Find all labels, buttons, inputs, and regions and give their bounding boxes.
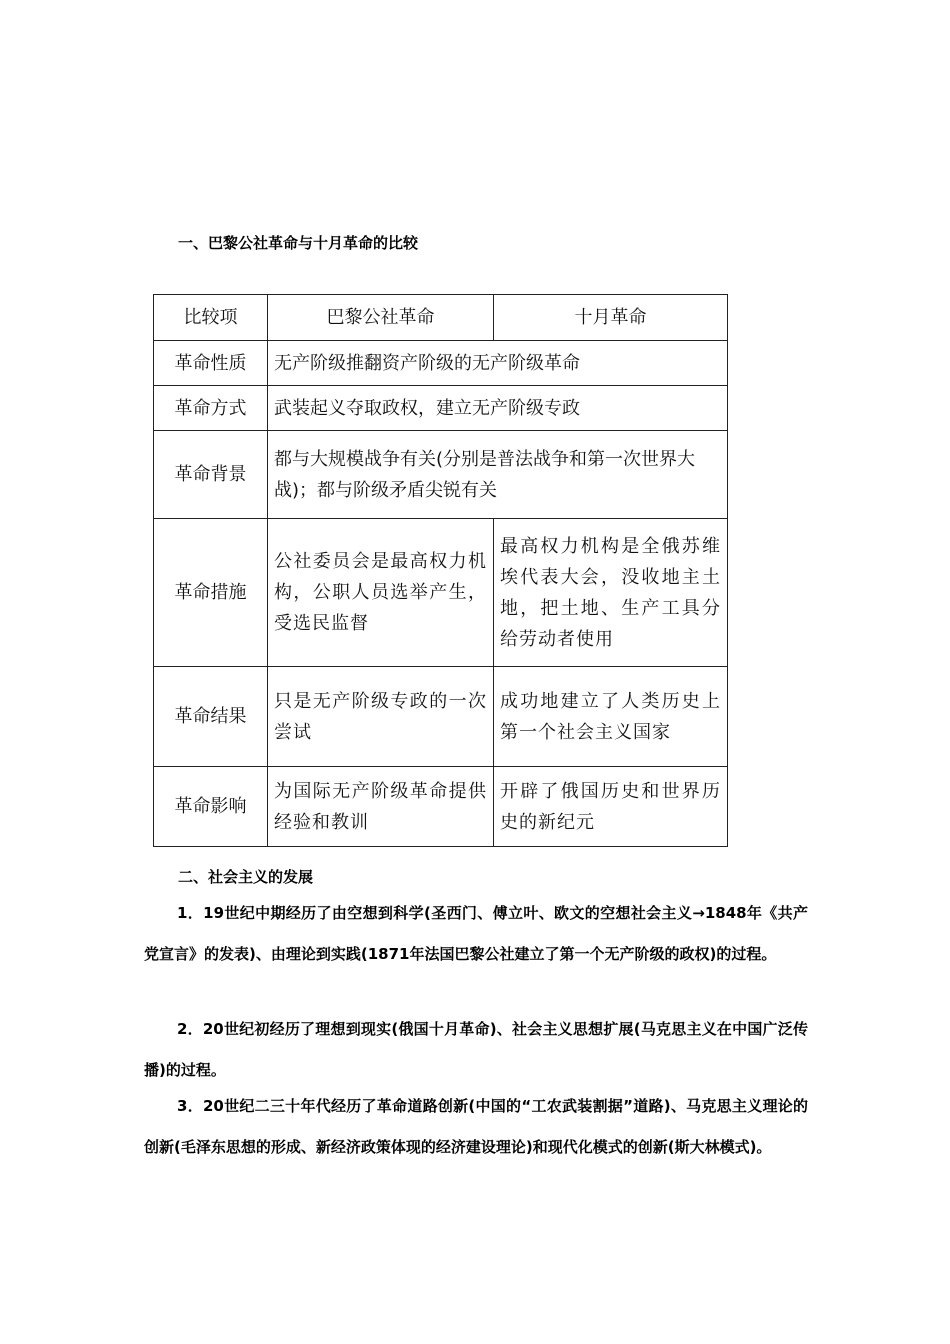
header-cell-paris-commune: 巴黎公社革命 [268, 295, 494, 341]
row-label: 革命性质 [154, 341, 268, 386]
october-revolution-cell: 最高权力机构是全俄苏维埃代表大会，没收地主土地，把土地、生产工具分给劳动者使用 [494, 519, 728, 667]
october-revolution-cell: 成功地建立了人类历史上第一个社会主义国家 [494, 667, 728, 767]
merged-cell: 都与大规模战争有关(分别是普法战争和第一次世界大战)；都与阶级矛盾尖锐有关 [268, 431, 728, 519]
table-row [154, 431, 728, 519]
row-label: 革命背景 [154, 431, 268, 519]
paris-commune-cell: 为国际无产阶级革命提供经验和教训 [268, 767, 494, 847]
table-row [154, 341, 728, 386]
october-revolution-cell: 开辟了俄国历史和世界历史的新纪元 [494, 767, 728, 847]
header-cell-item: 比较项 [154, 295, 268, 341]
row-label: 革命结果 [154, 667, 268, 767]
table-header-row [154, 295, 728, 341]
section-heading-socialism: 二、社会主义的发展 [178, 868, 314, 886]
header-cell-october-revolution: 十月革命 [494, 295, 728, 341]
paris-commune-cell: 只是无产阶级专政的一次尝试 [268, 667, 494, 767]
table-row [154, 519, 728, 667]
table-row [154, 667, 728, 767]
table-row [154, 767, 728, 847]
paris-commune-cell: 公社委员会是最高权力机构，公职人员选举产生，受选民监督 [268, 519, 494, 667]
section-heading-comparison: 一、巴黎公社革命与十月革命的比较 [178, 234, 419, 252]
paragraph-2: 2．20世纪初经历了理想到现实(俄国十月革命)、社会主义思想扩展(马克思主义在中国广泛传播)的过程。 [144, 1020, 808, 1079]
paragraph-3: 3．20世纪二三十年代经历了革命道路创新(中国的“工农武装割据”道路)、马克思主义理论的创新(毛泽东思想的形成、新经济政策体现的经济建设理论)和现代化模式的创新(斯大林模式)。 [144, 1097, 808, 1156]
table-row [154, 386, 728, 431]
merged-cell: 无产阶级推翻资产阶级的无产阶级革命 [268, 341, 728, 386]
paragraph-1: 1．19世纪中期经历了由空想到科学(圣西门、傅立叶、欧文的空想社会主义→1848年《共产党宣言》的发表)、由理论到实践(1871年法国巴黎公社建立了第一个无产阶级的政权)的过程。 [144, 904, 808, 963]
row-label: 革命措施 [154, 519, 268, 667]
comparison-table [153, 294, 728, 847]
row-label: 革命方式 [154, 386, 268, 431]
row-label: 革命影响 [154, 767, 268, 847]
merged-cell: 武装起义夺取政权，建立无产阶级专政 [268, 386, 728, 431]
